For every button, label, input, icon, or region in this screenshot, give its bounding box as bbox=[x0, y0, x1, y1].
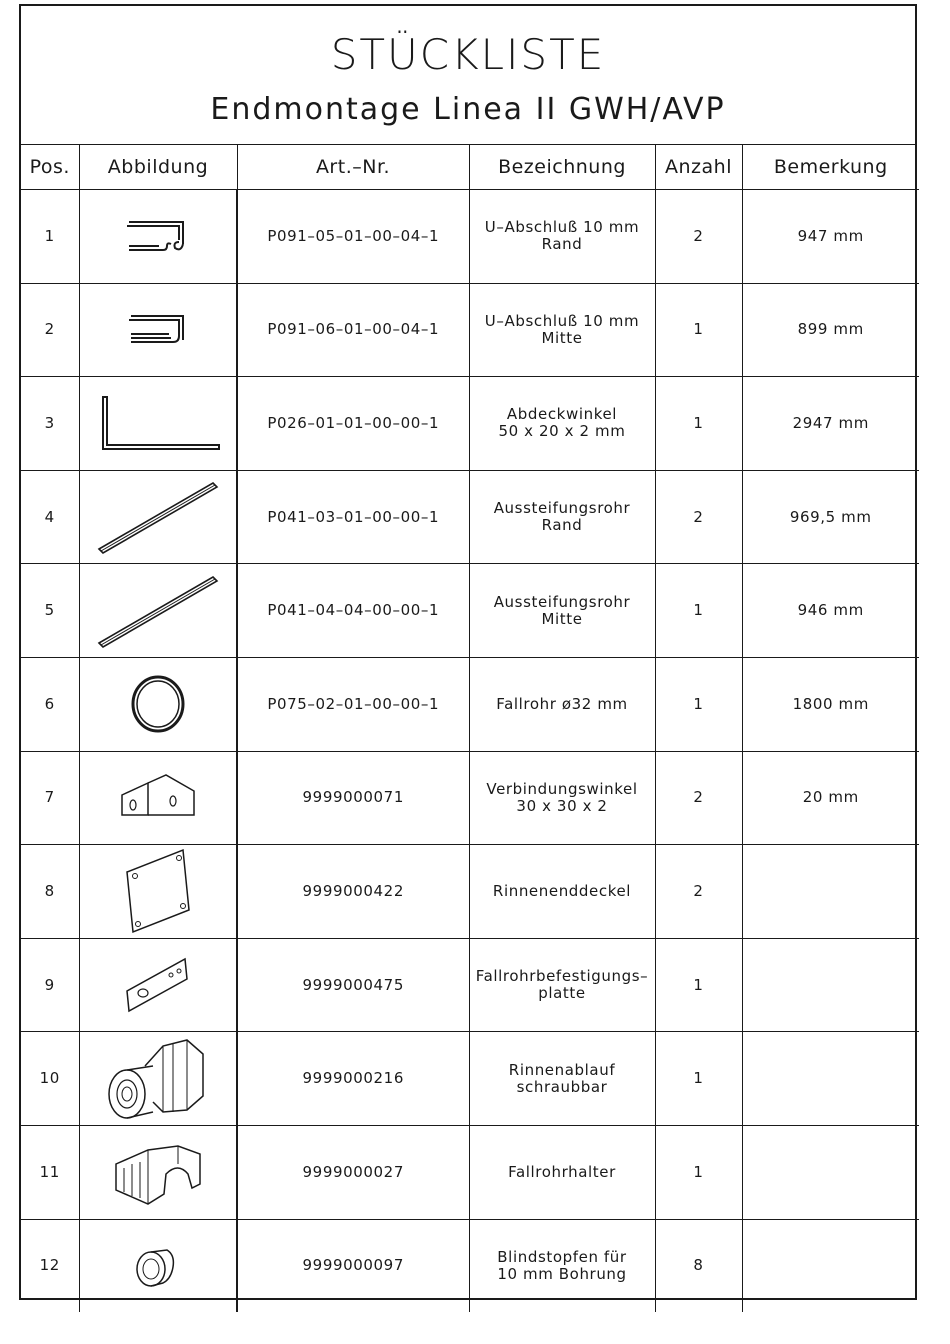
table-row bbox=[21, 657, 919, 751]
cell-art-nr: 9999000071 bbox=[237, 751, 469, 845]
cell-art-nr: P075–02–01–00–00–1 bbox=[237, 657, 469, 751]
angle-profile-icon bbox=[93, 393, 223, 453]
cell-picture bbox=[79, 1032, 237, 1126]
cell-bezeichnung: Fallrohr ø32 mm bbox=[469, 657, 655, 751]
cell-pos: 3 bbox=[21, 377, 79, 471]
cell-anzahl: 8 bbox=[655, 1219, 742, 1312]
cell-anzahl: 2 bbox=[655, 470, 742, 564]
cell-bemerkung: 899 mm bbox=[742, 283, 919, 377]
bezeichnung-line1: U–Abschluß 10 mm bbox=[484, 311, 640, 330]
bezeichnung-line2: Rand bbox=[541, 235, 583, 254]
bezeichnung-line2: 10 mm Bohrung bbox=[497, 1264, 627, 1283]
cell-pos: 8 bbox=[21, 845, 79, 939]
parts-list-sheet bbox=[19, 4, 917, 1300]
pipe-clip-icon bbox=[108, 1134, 208, 1210]
cell-picture bbox=[79, 845, 237, 939]
cell-pos: 6 bbox=[21, 657, 79, 751]
cell-anzahl: 2 bbox=[655, 751, 742, 845]
cell-art-nr: 9999000216 bbox=[237, 1032, 469, 1126]
header-bezeichnung: Bezeichnung bbox=[469, 144, 655, 190]
bezeichnung-line2: schraubbar bbox=[516, 1077, 608, 1096]
cell-picture bbox=[79, 377, 237, 471]
cell-anzahl: 2 bbox=[655, 190, 742, 284]
bezeichnung-line1: Fallrohrbefestigungs– bbox=[475, 967, 649, 986]
bezeichnung-line2: Mitte bbox=[541, 328, 583, 347]
header-anzahl: Anzahl bbox=[655, 144, 742, 190]
table-row bbox=[21, 845, 919, 939]
cell-art-nr: P041–04–04–00–00–1 bbox=[237, 564, 469, 658]
cell-bezeichnung bbox=[469, 938, 655, 1032]
table-row bbox=[21, 564, 919, 658]
header-bemerkung: Bemerkung bbox=[742, 144, 919, 190]
cell-art-nr: P091–05–01–00–04–1 bbox=[237, 190, 469, 284]
title-block bbox=[21, 6, 915, 145]
cell-picture bbox=[79, 1219, 237, 1312]
bezeichnung-line1: U–Abschluß 10 mm bbox=[484, 218, 640, 237]
table-header-row bbox=[21, 144, 919, 190]
cell-bemerkung bbox=[742, 938, 919, 1032]
cell-picture bbox=[79, 564, 237, 658]
cell-bezeichnung bbox=[469, 751, 655, 845]
cell-art-nr: 9999000475 bbox=[237, 938, 469, 1032]
cell-bemerkung: 969,5 mm bbox=[742, 470, 919, 564]
gutter-outlet-icon bbox=[103, 1036, 213, 1122]
cell-art-nr: 9999000097 bbox=[237, 1219, 469, 1312]
table-row bbox=[21, 377, 919, 471]
header-pos: Pos. bbox=[21, 144, 79, 190]
cell-anzahl: 1 bbox=[655, 377, 742, 471]
table-row bbox=[21, 938, 919, 1032]
blind-plug-icon bbox=[133, 1241, 183, 1291]
stiffening-tube-icon bbox=[93, 571, 223, 651]
cell-bemerkung: 946 mm bbox=[742, 564, 919, 658]
cell-art-nr: P091–06–01–00–04–1 bbox=[237, 283, 469, 377]
cell-picture bbox=[79, 938, 237, 1032]
cell-pos: 2 bbox=[21, 283, 79, 377]
cell-bezeichnung bbox=[469, 283, 655, 377]
pipe-ring-icon bbox=[128, 674, 188, 734]
bezeichnung-line1: Verbindungswinkel bbox=[486, 779, 638, 798]
cell-pos: 5 bbox=[21, 564, 79, 658]
cell-bezeichnung: Fallrohrhalter bbox=[469, 1125, 655, 1219]
u-profile-edge-icon bbox=[123, 216, 193, 256]
bezeichnung-line2: Mitte bbox=[541, 609, 583, 628]
cell-bemerkung bbox=[742, 1125, 919, 1219]
cell-anzahl: 1 bbox=[655, 657, 742, 751]
cell-picture bbox=[79, 1125, 237, 1219]
bezeichnung-line1: Aussteifungsrohr bbox=[493, 592, 631, 611]
bezeichnung-line1: Aussteifungsrohr bbox=[493, 499, 631, 518]
cell-anzahl: 1 bbox=[655, 283, 742, 377]
cell-bemerkung bbox=[742, 1032, 919, 1126]
table-row bbox=[21, 1032, 919, 1126]
bezeichnung-line2: 30 x 30 x 2 bbox=[516, 796, 608, 815]
cell-bezeichnung: Rinnenenddeckel bbox=[469, 845, 655, 939]
connection-bracket-icon bbox=[118, 773, 198, 823]
page-title: STÜCKLISTE bbox=[330, 30, 606, 79]
cell-bemerkung: 20 mm bbox=[742, 751, 919, 845]
bezeichnung-line2: platte bbox=[538, 984, 586, 1003]
end-cap-plate-icon bbox=[123, 848, 193, 934]
table-row bbox=[21, 470, 919, 564]
cell-bezeichnung bbox=[469, 564, 655, 658]
cell-anzahl: 1 bbox=[655, 938, 742, 1032]
cell-bezeichnung bbox=[469, 470, 655, 564]
cell-anzahl: 1 bbox=[655, 1125, 742, 1219]
header-abbildung: Abbildung bbox=[79, 144, 237, 190]
cell-anzahl: 1 bbox=[655, 1032, 742, 1126]
header-art-nr: Art.–Nr. bbox=[237, 144, 469, 190]
page-subtitle: Endmontage Linea II GWH/AVP bbox=[210, 92, 726, 127]
cell-art-nr: P026–01–01–00–00–1 bbox=[237, 377, 469, 471]
bezeichnung-line2: 50 x 20 x 2 mm bbox=[498, 422, 626, 441]
cell-pos: 4 bbox=[21, 470, 79, 564]
cell-anzahl: 2 bbox=[655, 845, 742, 939]
cell-picture bbox=[79, 190, 237, 284]
cell-bemerkung bbox=[742, 1219, 919, 1312]
table-row bbox=[21, 283, 919, 377]
cell-bezeichnung bbox=[469, 190, 655, 284]
cell-bezeichnung bbox=[469, 1032, 655, 1126]
cell-bemerkung: 2947 mm bbox=[742, 377, 919, 471]
bezeichnung-line1: Rinnenablauf bbox=[508, 1060, 616, 1079]
table-row bbox=[21, 751, 919, 845]
cell-pos: 12 bbox=[21, 1219, 79, 1312]
cell-picture bbox=[79, 283, 237, 377]
bezeichnung-line1: Blindstopfen für bbox=[497, 1247, 627, 1266]
cell-bemerkung: 947 mm bbox=[742, 190, 919, 284]
u-profile-middle-icon bbox=[123, 310, 193, 350]
cell-anzahl: 1 bbox=[655, 564, 742, 658]
cell-art-nr: 9999000422 bbox=[237, 845, 469, 939]
cell-art-nr: 9999000027 bbox=[237, 1125, 469, 1219]
parts-table bbox=[21, 144, 919, 1312]
table-row bbox=[21, 1125, 919, 1219]
cell-bezeichnung bbox=[469, 1219, 655, 1312]
cell-picture bbox=[79, 751, 237, 845]
cell-bezeichnung bbox=[469, 377, 655, 471]
cell-picture bbox=[79, 470, 237, 564]
bezeichnung-line1: Abdeckwinkel bbox=[506, 405, 618, 424]
cell-pos: 1 bbox=[21, 190, 79, 284]
cell-bemerkung: 1800 mm bbox=[742, 657, 919, 751]
stiffening-tube-icon bbox=[93, 477, 223, 557]
cell-pos: 10 bbox=[21, 1032, 79, 1126]
cell-art-nr: P041–03–01–00–00–1 bbox=[237, 470, 469, 564]
cell-bemerkung bbox=[742, 845, 919, 939]
cell-pos: 11 bbox=[21, 1125, 79, 1219]
cell-pos: 7 bbox=[21, 751, 79, 845]
cell-picture bbox=[79, 657, 237, 751]
cell-pos: 9 bbox=[21, 938, 79, 1032]
table-row bbox=[21, 190, 919, 284]
table-row bbox=[21, 1219, 919, 1312]
bezeichnung-line2: Rand bbox=[541, 516, 583, 535]
mounting-plate-icon bbox=[123, 955, 193, 1015]
